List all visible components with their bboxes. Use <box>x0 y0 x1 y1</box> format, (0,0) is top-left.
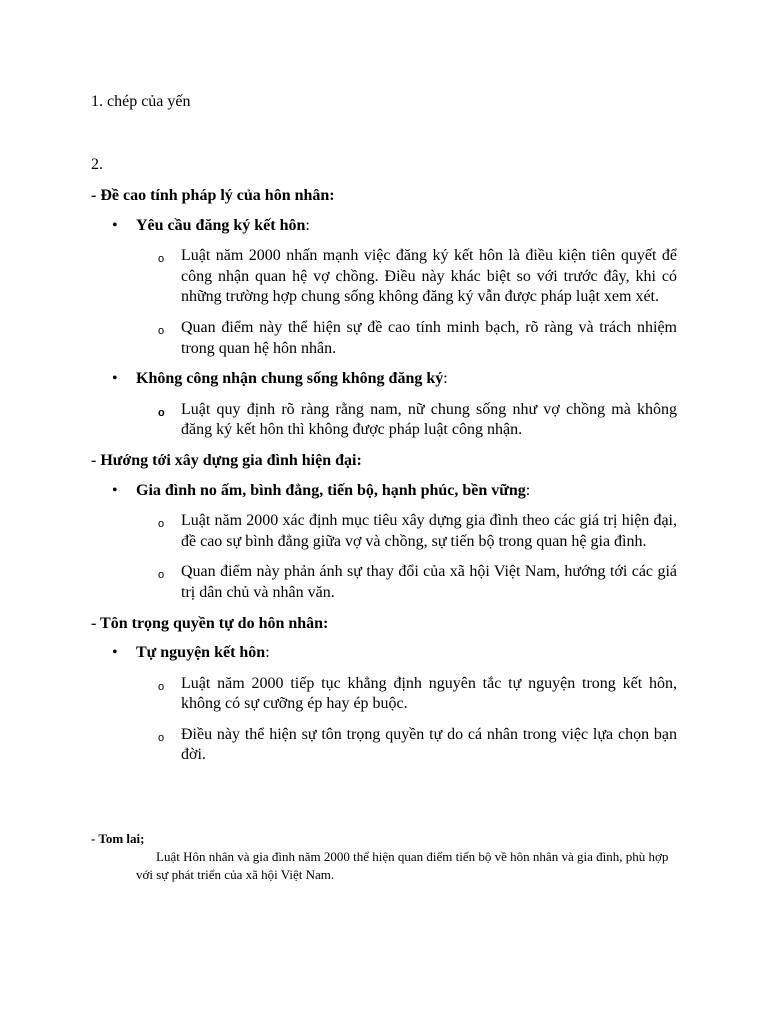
bullet-icon: • <box>112 644 118 662</box>
sub-item-text: Điều này thể hiện sự tôn trọng quyền tự do cá nhân trong việc lựa chọn bạn đời. <box>181 725 677 764</box>
sub-item-text: Luật quy định rõ ràng rằng nam, nữ chung sống như vợ chồng mà không đăng ký kết hôn thì không được pháp luật công nhận. <box>181 400 677 439</box>
bullet-icon: • <box>112 370 118 388</box>
document-body <box>91 186 677 776</box>
circle-bullet-icon: o <box>158 731 165 744</box>
line-2: 2. <box>91 156 103 173</box>
bullet-icon: • <box>112 216 118 234</box>
section-heading: - Hướng tới xây dựng gia đình hiện đại: <box>91 451 362 469</box>
sub-item-text: Quan điểm này phản ánh sự thay đổi của xã hội Việt Nam, hướng tới các giá trị dân chủ và nhân văn. <box>181 563 677 601</box>
bullet-suffix: : <box>443 370 448 388</box>
sub-item-text: Luật năm 2000 nhấn mạnh việc đăng ký kết hôn là điều kiện tiên quyết để công nhận quan hệ vợ chồng. Điều này khác biệt so với trước đây, khi có những trường hợp chung sống không đăng ký vẫn được pháp luật xem xét. <box>181 247 677 306</box>
circle-bullet-icon: o <box>158 324 165 337</box>
bullet-label: Không công nhận chung sống không đăng ký <box>136 370 444 388</box>
circle-bullet-icon: o <box>158 253 165 266</box>
circle-bullet-icon: o <box>158 569 165 582</box>
line-1: 1. chép của yến <box>91 93 191 110</box>
bullet-suffix: : <box>265 644 270 662</box>
summary-title: - Tom lai; <box>91 831 145 846</box>
sub-item <box>91 400 677 441</box>
bullet-item <box>91 643 677 664</box>
sub-item-text: Quan điểm này thể hiện sự đề cao tính minh bạch, rõ ràng và trách nhiệm trong quan hệ hôn nhân. <box>181 318 677 357</box>
sub-item-text: Luật năm 2000 xác định mục tiêu xây dựng gia đình theo các giá trị hiện đại, đề cao sự bình đẳng giữa vợ và chồng, sự tiến bộ trong quan hệ gia đình. <box>181 512 677 550</box>
circle-bullet-icon: o <box>158 406 165 419</box>
bullet-item <box>91 369 677 390</box>
summary-body: Luật Hôn nhân và gia đình năm 2000 thể hiện quan điểm tiến bộ về hôn nhân và gia đình, phù hợp với sự phát triển của xã hội Việt Nam. <box>136 849 669 882</box>
sub-item-text: Luật năm 2000 tiếp tục khẳng định nguyên tắc tự nguyện trong kết hôn, không có sự cưỡng ép hay ép buộc. <box>181 674 677 713</box>
bullet-label: Tự nguyện kết hôn <box>136 644 266 662</box>
sub-item <box>91 511 677 552</box>
bullet-item <box>91 216 677 237</box>
sub-item <box>91 725 677 766</box>
bullet-label: Gia đình no ấm, bình đẳng, tiến bộ, hạnh phúc, bền vững <box>136 481 526 499</box>
sub-item <box>91 246 677 308</box>
circle-bullet-icon: o <box>158 518 165 531</box>
sub-item <box>91 318 677 359</box>
circle-bullet-icon: o <box>158 680 165 693</box>
sub-item <box>91 674 677 715</box>
bullet-suffix: : <box>305 216 310 234</box>
bullet-suffix: : <box>525 481 531 499</box>
bullet-item <box>91 481 677 502</box>
bullet-icon: • <box>112 481 118 499</box>
sub-item <box>91 562 677 603</box>
section-heading: - Tôn trọng quyền tự do hôn nhân: <box>91 614 329 632</box>
summary-block <box>91 830 671 884</box>
section-heading: - Đề cao tính pháp lý của hôn nhân: <box>91 187 335 204</box>
bullet-label: Yêu cầu đăng ký kết hôn <box>136 216 306 234</box>
